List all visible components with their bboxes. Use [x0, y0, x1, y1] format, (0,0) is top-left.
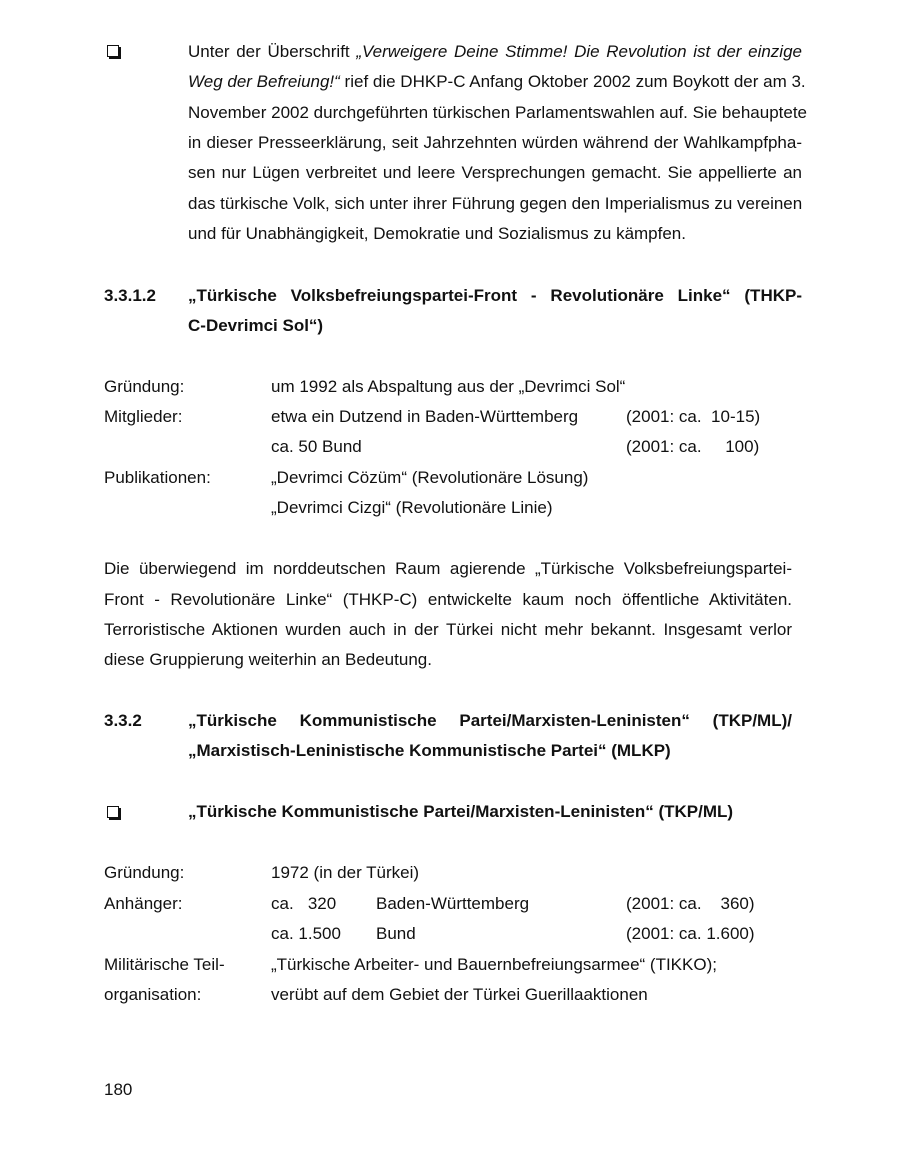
- intro-line-1: [188, 42, 802, 62]
- section-title-line-2: C-Devrimci Sol“): [188, 316, 324, 335]
- label-gruendung: Gründung:: [104, 863, 185, 882]
- label-anhaenger: Anhänger:: [104, 894, 183, 913]
- section-title-line-2: „Marxistisch-Leninistische Kommunistische Partei“ (MLKP): [188, 741, 671, 760]
- value-gruendung: um 1992 als Abspaltung aus der „Devrimci Sol“: [271, 377, 626, 396]
- intro-line-3: November 2002 durchgeführten türkischen Parlamentswahlen auf. Sie behauptete: [188, 103, 807, 122]
- value-militaer-line-2: verübt auf dem Gebiet der Türkei Guerillaaktionen: [271, 985, 648, 1004]
- label-gruendung: Gründung:: [104, 377, 185, 396]
- intro-line-5: sen nur Lügen verbreitet und leere Versprechungen gemacht. Sie appellierte an: [188, 163, 802, 182]
- intro-line-7: und für Unabhängigkeit, Demokratie und Sozialismus zu kämpfen.: [188, 224, 686, 243]
- prev-year-mitglieder-bund: (2001: ca. 100): [626, 437, 760, 456]
- value-militaer-line-1: „Türkische Arbeiter- und Bauernbefreiungsarmee“ (TIKKO);: [271, 955, 717, 974]
- page-number: 180: [104, 1080, 133, 1099]
- paragraph-line-4: diese Gruppierung weiterhin an Bedeutung.: [104, 650, 432, 669]
- intro-line-4: in dieser Presseerklärung, seit Jahrzehnten würden während der Wahlkampfpha-: [188, 133, 802, 152]
- paragraph-line-2: Front - Revolutionäre Linke“ (THKP-C) entwickelte kaum noch öffentliche Aktivitäten.: [104, 590, 792, 609]
- prev-year-anhaenger-bund: (2001: ca. 1.600): [626, 924, 755, 943]
- value-gruendung: 1972 (in der Türkei): [271, 863, 420, 882]
- label-militaer-line-2: organisation:: [104, 985, 202, 1004]
- label-militaer-line-1: Militärische Teil-: [104, 955, 225, 974]
- publication-1: „Devrimci Cözüm“ (Revolutionäre Lösung): [271, 468, 589, 487]
- paragraph-line-1: Die überwiegend im norddeutschen Raum agierende „Türkische Volksbefreiungspartei-: [104, 559, 792, 578]
- section-title-line-1: „Türkische Kommunistische Partei/Marxisten-Leninisten“ (TKP/ML)/: [188, 711, 792, 730]
- label-mitglieder: Mitglieder:: [104, 407, 183, 426]
- intro-line-2: [188, 72, 806, 92]
- section-number: 3.3.2: [104, 711, 142, 730]
- region-anhaenger-bund: Bund: [376, 924, 416, 943]
- count-anhaenger-bund: ca. 1.500: [271, 924, 341, 943]
- checkbox-square-icon: [107, 806, 119, 818]
- paragraph-line-3: Terroristische Aktionen wurden auch in der Türkei nicht mehr bekannt. Insgesamt verlor: [104, 620, 792, 639]
- prev-year-mitglieder-bw: (2001: ca. 10-15): [626, 407, 761, 426]
- prev-year-anhaenger-bw: (2001: ca. 360): [626, 894, 755, 913]
- intro-text: Unter der Überschrift: [188, 42, 357, 61]
- region-anhaenger-bw: Baden-Württemberg: [376, 894, 530, 913]
- section-number: 3.3.1.2: [104, 286, 156, 305]
- label-publikationen: Publikationen:: [104, 468, 211, 487]
- count-anhaenger-bw: ca. 320: [271, 894, 337, 913]
- value-mitglieder-bund: ca. 50 Bund: [271, 437, 362, 456]
- quoted-title-italic: „Verweigere Deine Stimme! Die Revolution ist der einzige: [356, 42, 802, 61]
- section-title-line-1: „Türkische Volksbefreiungspartei-Front - Revolutionäre Linke“ (THKP-: [188, 286, 802, 305]
- value-mitglieder-bw: etwa ein Dutzend in Baden-Württemberg: [271, 407, 579, 426]
- intro-line-6: das türkische Volk, sich unter ihrer Führung gegen den Imperialismus zu vereinen: [188, 194, 803, 213]
- sub-heading: „Türkische Kommunistische Partei/Marxisten-Leninisten“ (TKP/ML): [188, 802, 734, 821]
- checkbox-square-icon: [107, 45, 119, 57]
- publication-2: „Devrimci Cizgi“ (Revolutionäre Linie): [271, 498, 553, 517]
- quoted-title-italic: Weg der Befreiung!“: [188, 72, 340, 91]
- intro-text: rief die DHKP-C Anfang Oktober 2002 zum Boykott der am 3.: [339, 72, 806, 91]
